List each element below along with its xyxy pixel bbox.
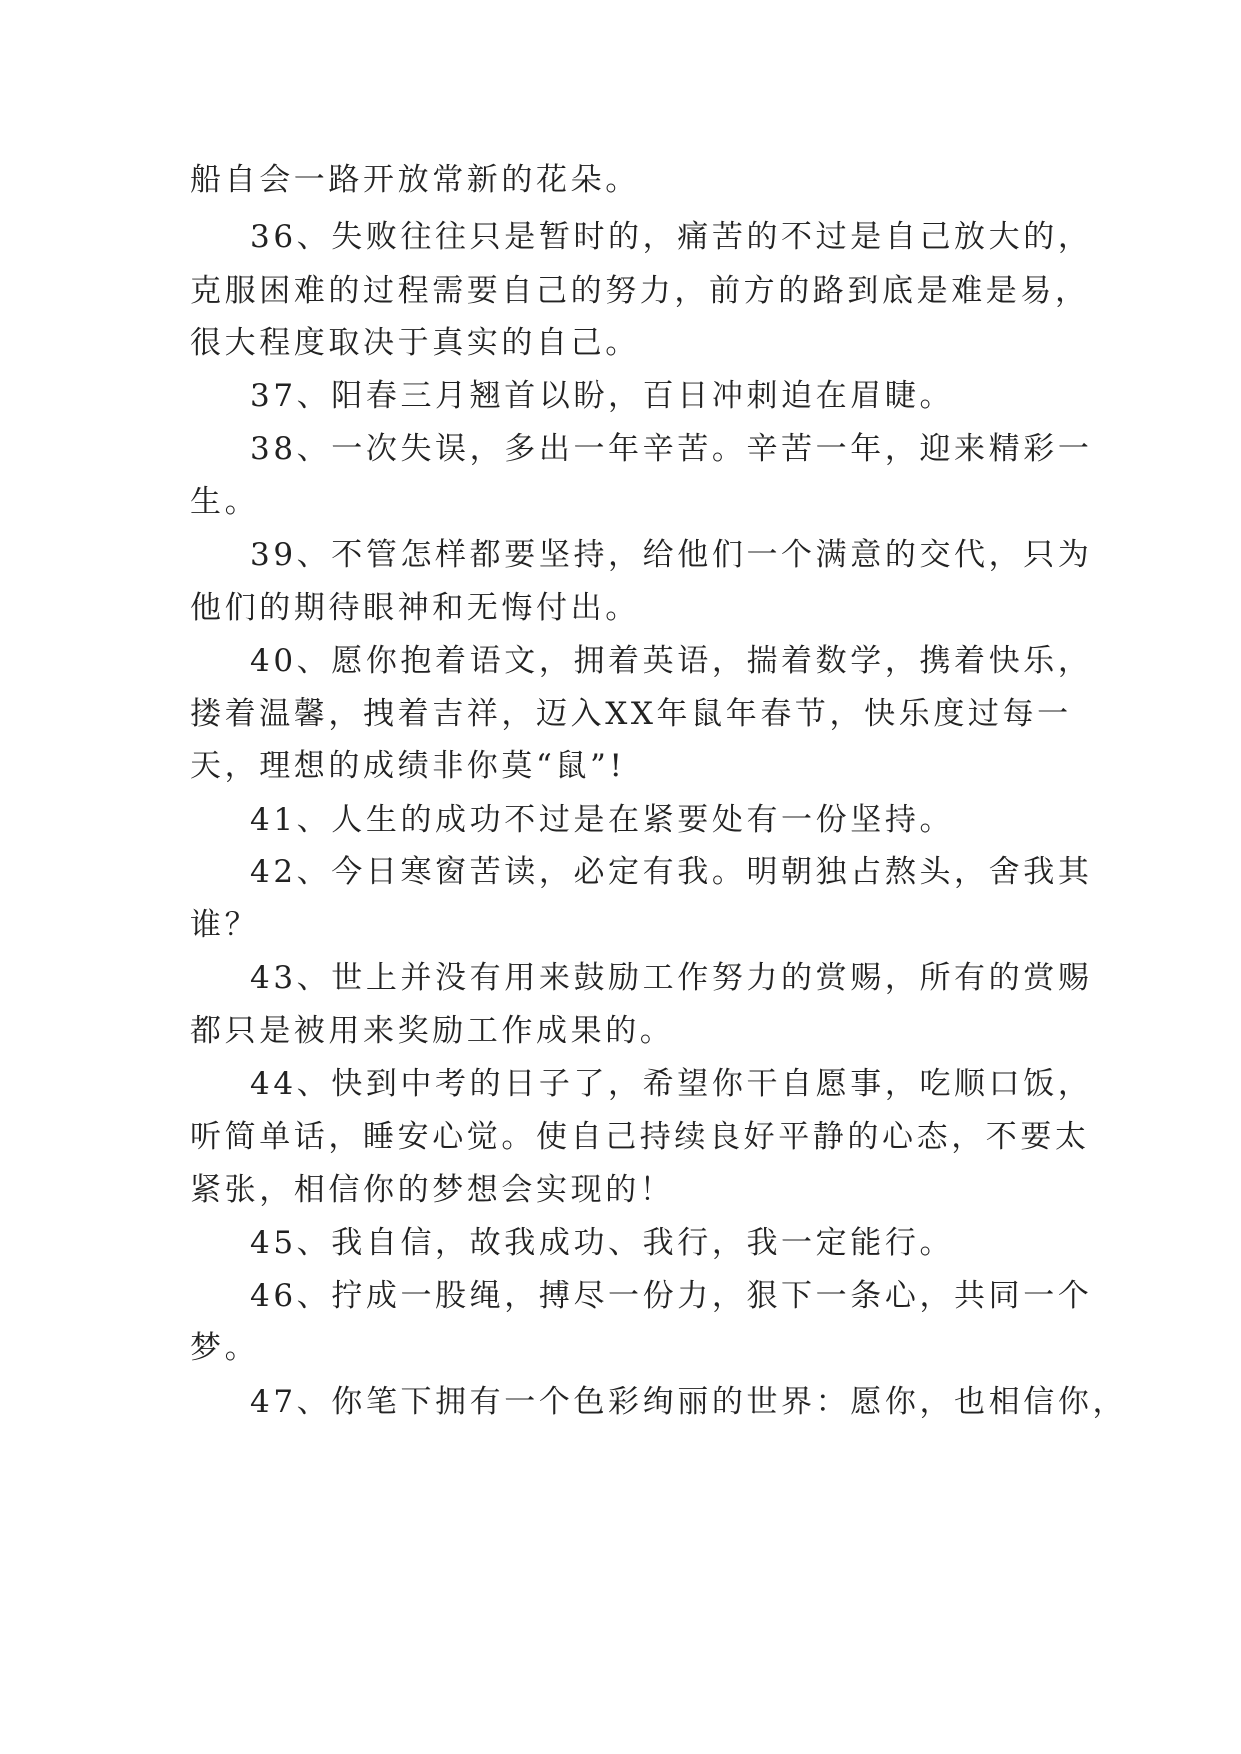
text-line: 很大程度取决于真实的自己。 <box>190 325 640 361</box>
text-line: 天，理想的成绩非你莫“鼠”! <box>190 748 626 784</box>
text-line: 38、一次失误，多出一年辛苦。辛苦一年，迎来精彩一 <box>250 431 1093 467</box>
text-line: 39、不管怎样都要坚持，给他们一个满意的交代，只为 <box>250 537 1093 573</box>
text-line: 他们的期待眼神和无悔付出。 <box>190 590 640 626</box>
text-line: 生。 <box>190 484 260 520</box>
text-line: 都只是被用来奖励工作成果的。 <box>190 1013 675 1049</box>
text-line: 克服困难的过程需要自己的努力，前方的路到底是难是易， <box>190 273 1090 309</box>
text-line: 47、你笔下拥有一个色彩绚丽的世界：愿你，也相信你， <box>250 1384 1128 1420</box>
text-line: 船自会一路开放常新的花朵。 <box>190 162 640 198</box>
text-line: 梦。 <box>190 1330 260 1366</box>
text-line: 搂着温馨，拽着吉祥，迈入XX年鼠年春节，快乐度过每一 <box>190 696 1072 732</box>
text-line: 37、阳春三月翘首以盼，百日冲刺迫在眉睫。 <box>250 378 955 414</box>
text-line: 谁？ <box>190 907 260 943</box>
text-line: 40、愿你抱着语文，拥着英语，揣着数学，携着快乐， <box>250 643 1093 679</box>
text-line: 46、拧成一股绳，搏尽一份力，狠下一条心，共同一个 <box>250 1278 1093 1314</box>
text-line: 36、失败往往只是暂时的，痛苦的不过是自己放大的， <box>250 219 1093 255</box>
text-line: 42、今日寒窗苦读，必定有我。明朝独占熬头，舍我其 <box>250 854 1093 890</box>
text-line: 44、快到中考的日子了，希望你干自愿事，吃顺口饭， <box>250 1066 1093 1102</box>
text-line: 45、我自信，故我成功、我行，我一定能行。 <box>250 1225 955 1261</box>
text-line: 听简单话，睡安心觉。使自己持续良好平静的心态，不要太 <box>190 1119 1090 1155</box>
text-line: 41、人生的成功不过是在紧要处有一份坚持。 <box>250 802 955 838</box>
text-line: 43、世上并没有用来鼓励工作努力的赏赐，所有的赏赐 <box>250 960 1093 996</box>
text-line: 紧张，相信你的梦想会实现的！ <box>190 1172 675 1208</box>
